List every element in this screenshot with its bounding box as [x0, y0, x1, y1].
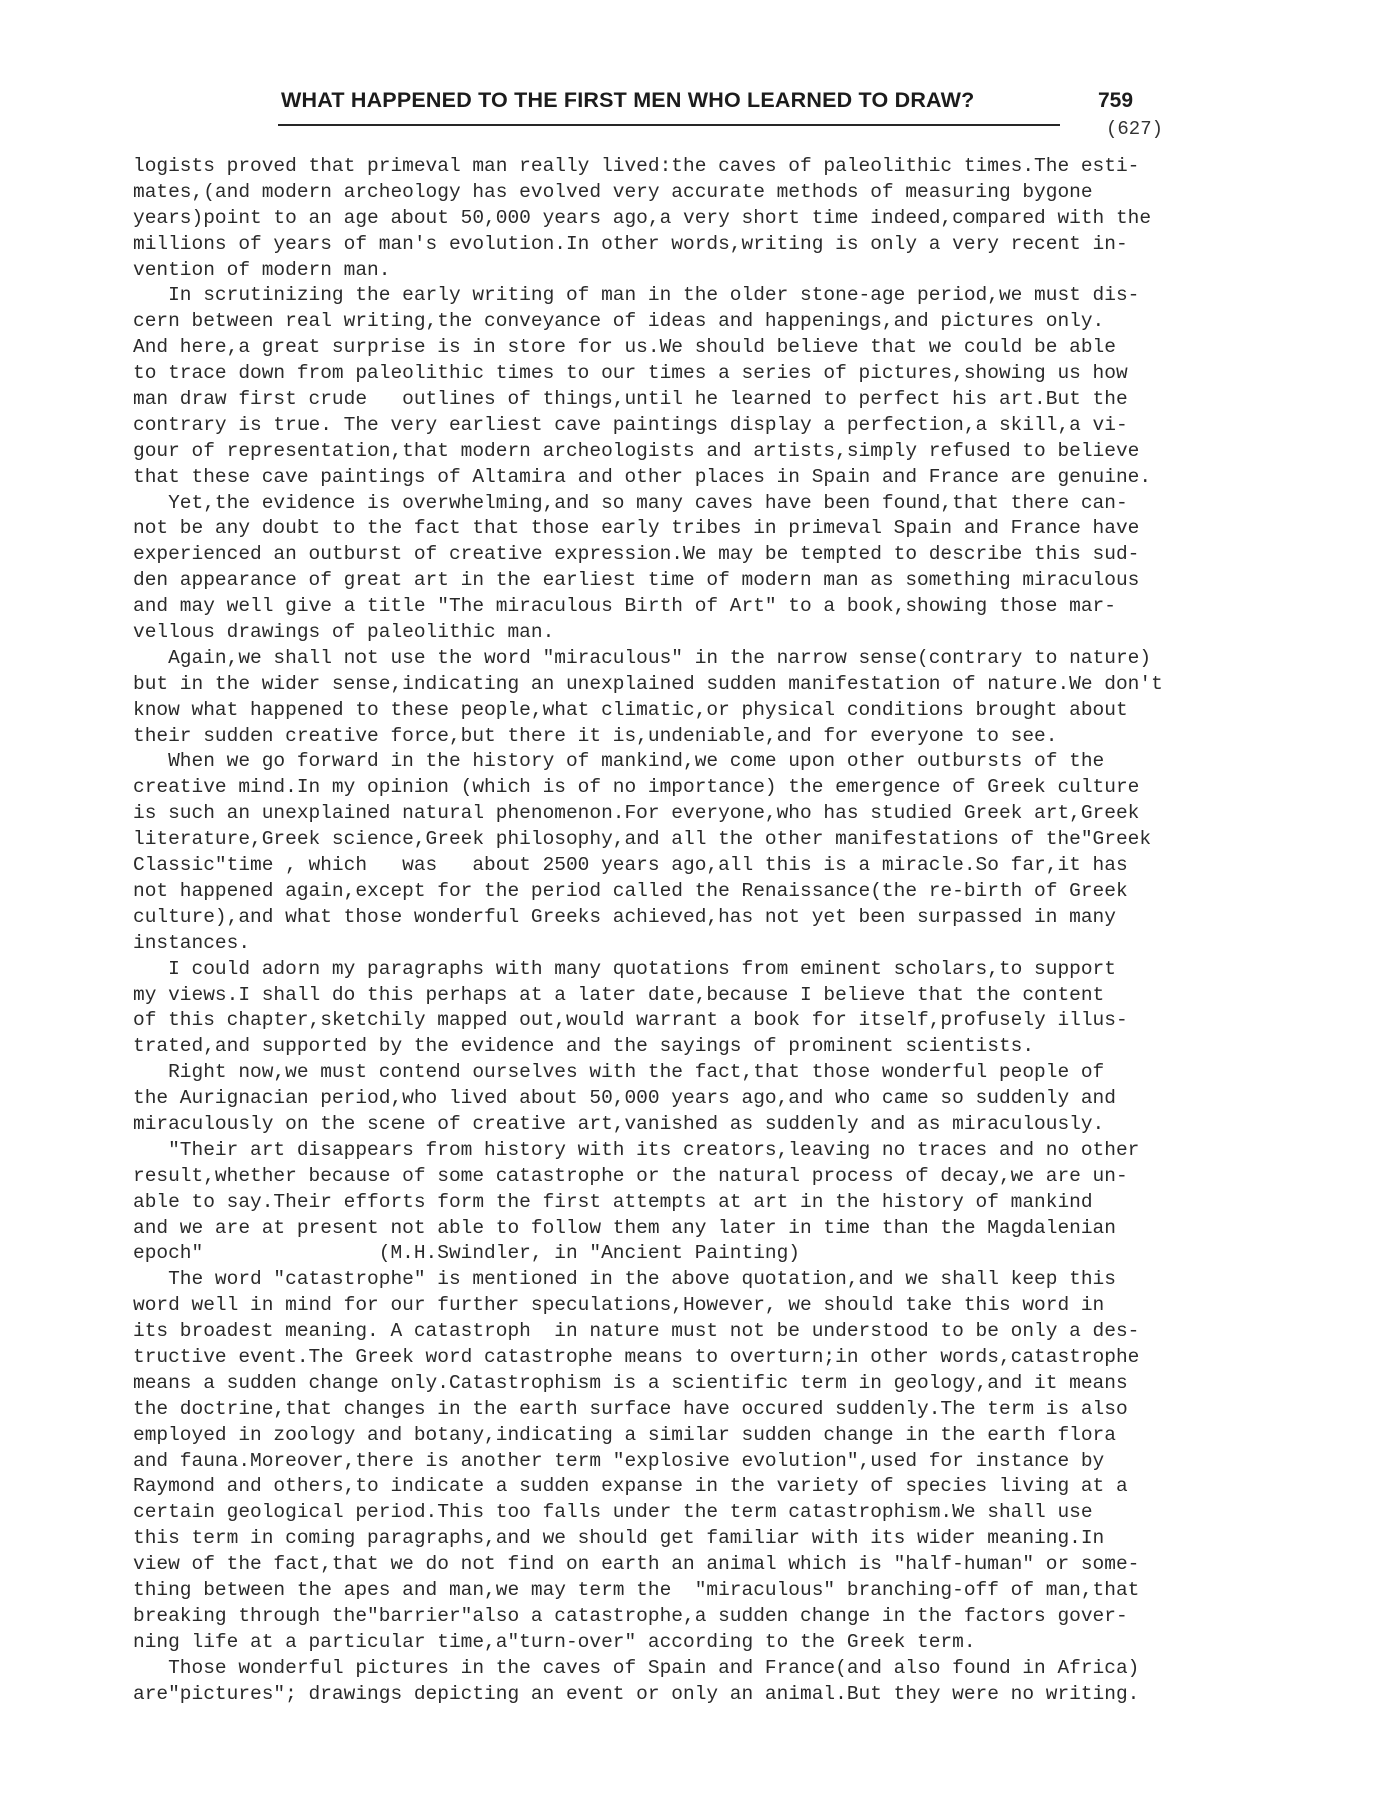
text-line: In scrutinizing the early writing of man in the older stone-age period,we must dis- — [133, 284, 1140, 307]
text-line: breaking through the"barrier"also a catastrophe,a sudden change in the factors gover- — [133, 1604, 1128, 1627]
text-line: literature,Greek science,Greek philosophy,and all the other manifestations of the"Greek — [133, 828, 1152, 851]
text-line: den appearance of great art in the earliest time of modern man as something miraculous — [133, 569, 1140, 592]
text-line: the doctrine,that changes in the earth surface have occured suddenly.The term is also — [133, 1397, 1128, 1420]
text-line: mates,(and modern archeology has evolved very accurate methods of measuring bygone — [133, 180, 1093, 203]
text-line: trated,and supported by the evidence and the sayings of prominent scientists. — [133, 1035, 1035, 1058]
text-line: are"pictures"; drawings depicting an event or only an animal.But they were no writing. — [133, 1682, 1140, 1705]
text-line: of this chapter,sketchily mapped out,would warrant a book for itself,profusely illus- — [133, 1009, 1128, 1032]
text-line: man draw first crude outlines of things,until he learned to perfect his art.But the — [133, 388, 1128, 411]
text-line: logists proved that primeval man really lived:the caves of paleolithic times.The esti- — [133, 155, 1140, 177]
text-line: Right now,we must contend ourselves with the fact,that those wonderful people of — [133, 1061, 1105, 1084]
text-line: gour of representation,that modern archeologists and artists,simply refused to believe — [133, 439, 1140, 462]
text-line: vellous drawings of paleolithic man. — [133, 621, 555, 644]
text-line: their sudden creative force,but there it is,undeniable,and for everyone to see. — [133, 724, 1058, 747]
page-header — [278, 84, 1060, 126]
text-line: Classic"time , which was about 2500 years ago,all this is a miracle.So far,it has — [133, 854, 1128, 877]
text-line: ning life at a particular time,a"turn-over" according to the Greek term. — [133, 1630, 976, 1653]
text-line: years)point to an age about 50,000 years ago,a very short time indeed,compared with the — [133, 206, 1152, 229]
text-line: that these cave paintings of Altamira and other places in Spain and France are genuine. — [133, 465, 1152, 488]
original-page-number: (627) — [1106, 118, 1164, 140]
text-line: Raymond and others,to indicate a sudden expanse in the variety of species living at a — [133, 1475, 1128, 1498]
body-text — [133, 154, 1253, 1707]
text-line: I could adorn my paragraphs with many quotations from eminent scholars,to support — [133, 957, 1116, 980]
text-line: result,whether because of some catastrophe or the natural process of decay,we are un- — [133, 1164, 1128, 1187]
text-line: and we are at present not able to follow them any later in time than the Magdalenian — [133, 1216, 1116, 1239]
text-line: Those wonderful pictures in the caves of Spain and France(and also found in Africa) — [133, 1656, 1140, 1679]
text-line: "Their art disappears from history with its creators,leaving no traces and no other — [133, 1138, 1140, 1161]
text-line: culture),and what those wonderful Greeks achieved,has not yet been surpassed in many — [133, 905, 1116, 928]
text-line: employed in zoology and botany,indicating a similar sudden change in the earth flora — [133, 1423, 1116, 1446]
text-line: not be any doubt to the fact that those early tribes in primeval Spain and France have — [133, 517, 1140, 540]
text-line: Again,we shall not use the word "miraculous" in the narrow sense(contrary to nature) — [133, 646, 1152, 669]
text-line: The word "catastrophe" is mentioned in the above quotation,and we shall keep this — [133, 1268, 1116, 1291]
text-line: its broadest meaning. A catastroph in nature must not be understood to be only a des- — [133, 1320, 1140, 1343]
text-line: to trace down from paleolithic times to our times a series of pictures,showing us how — [133, 362, 1128, 385]
text-line: experienced an outburst of creative expression.We may be tempted to describe this sud- — [133, 543, 1140, 566]
text-line: is such an unexplained natural phenomenon.For everyone,who has studied Greek art,Greek — [133, 802, 1140, 825]
text-line: view of the fact,that we do not find on earth an animal which is "half-human" or some- — [133, 1553, 1140, 1576]
running-title: WHAT HAPPENED TO THE FIRST MEN WHO LEARNED TO DRAW? — [281, 88, 975, 112]
text-line: instances. — [133, 931, 251, 954]
text-line: And here,a great surprise is in store for us.We should believe that we could be able — [133, 336, 1116, 359]
page-number: 759 — [1098, 89, 1134, 112]
text-line: contrary is true. The very earliest cave paintings display a perfection,a skill,a vi- — [133, 413, 1128, 436]
text-line: and may well give a title "The miraculous Birth of Art" to a book,showing those mar- — [133, 595, 1116, 618]
text-line: miraculously on the scene of creative art,vanished as suddenly and as miraculously. — [133, 1112, 1105, 1135]
text-line: creative mind.In my opinion (which is of no importance) the emergence of Greek culture — [133, 776, 1140, 799]
text-line: vention of modern man. — [133, 258, 391, 281]
text-line: know what happened to these people,what climatic,or physical conditions brought about — [133, 698, 1128, 721]
text-line: not happened again,except for the period called the Renaissance(the re-birth of Greek — [133, 879, 1128, 902]
text-line: my views.I shall do this perhaps at a later date,because I believe that the content — [133, 983, 1105, 1006]
text-line: millions of years of man's evolution.In other words,writing is only a very recent in- — [133, 232, 1128, 255]
text-line: this term in coming paragraphs,and we should get familiar with its wider meaning.In — [133, 1527, 1105, 1550]
text-line: but in the wider sense,indicating an unexplained sudden manifestation of nature.We don't — [133, 672, 1163, 695]
text-line: thing between the apes and man,we may term the "miraculous" branching-off of man,that — [133, 1578, 1140, 1601]
text-line: epoch" (M.H.Swindler, in "Ancient Painting) — [133, 1242, 801, 1265]
text-line: the Aurignacian period,who lived about 50,000 years ago,and who came so suddenly and — [133, 1087, 1116, 1110]
text-line: cern between real writing,the conveyance of ideas and happenings,and pictures only. — [133, 310, 1105, 333]
text-line: word well in mind for our further speculations,However, we should take this word in — [133, 1294, 1105, 1317]
text-line: means a sudden change only.Catastrophism is a scientific term in geology,and it means — [133, 1371, 1128, 1394]
text-line: Yet,the evidence is overwhelming,and so many caves have been found,that there can- — [133, 491, 1128, 514]
text-line: When we go forward in the history of mankind,we come upon other outbursts of the — [133, 750, 1105, 773]
text-line: able to say.Their efforts form the first attempts at art in the history of mankind — [133, 1190, 1093, 1213]
text-line: tructive event.The Greek word catastrophe means to overturn;in other words,catastrophe — [133, 1345, 1140, 1368]
text-line: and fauna.Moreover,there is another term "explosive evolution",used for instance by — [133, 1449, 1105, 1472]
text-line: certain geological period.This too falls under the term catastrophism.We shall use — [133, 1501, 1093, 1524]
